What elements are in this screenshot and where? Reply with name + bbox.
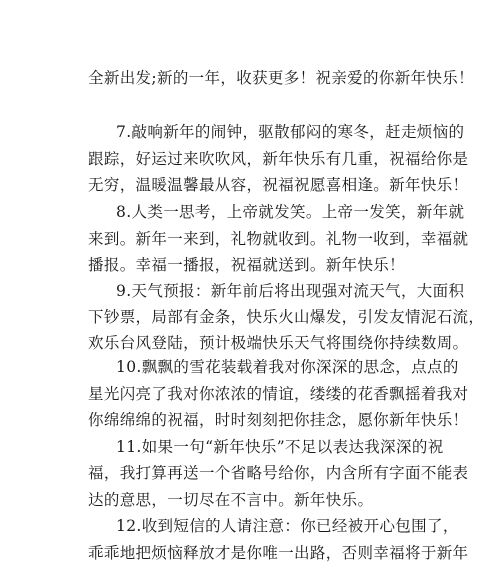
paragraph-12-line-1: 12.收到短信的人请注意：你已经被开心包围了， (116, 517, 459, 535)
paragraph-10-line-3: 你绵绵绵的祝福，时时刻刻把你挂念，愿你新年快乐！ (88, 411, 469, 429)
paragraph-11-line-1: 11.如果一句“新年快乐”不足以表达我深深的祝 (116, 438, 444, 456)
paragraph-10-line-1: 10.飘飘的雪花装载着我对你深深的思念，点点的 (116, 358, 459, 376)
paragraph-9-line-3: 欢乐台风登陆，预计极端快乐天气将围绕你持续数周。 (88, 334, 469, 352)
paragraph-7-line-3: 无穷，温暖温馨最从容，祝福祝愿喜相逢。新年快乐！ (88, 176, 469, 194)
paragraph-11-line-2: 福，我打算再送一个省略号给你，内含所有字面不能表 (88, 464, 469, 482)
paragraph-8-line-2: 来到。新年一来到，礼物就收到。礼物一收到，幸福就 (88, 230, 469, 248)
paragraph-8-line-1: 8.人类一思考，上帝就发笑。上帝一发笑，新年就 (116, 203, 465, 221)
text-line-1: 全新出发;新的一年，收获更多！祝亲爱的你新年快乐！ (88, 69, 474, 87)
paragraph-11-line-3: 达的意思，一切尽在不言中。新年快乐。 (88, 491, 374, 509)
paragraph-8-line-3: 播报。幸福一播报，祝福就送到。新年快乐！ (88, 256, 406, 274)
paragraph-12-line-2: 乖乖地把烦恼释放才是你唯一出路，否则幸福将于新年 (88, 544, 469, 562)
paragraph-9-line-1: 9.天气预报：新年前后将出现强对流天气，大面积 (116, 282, 465, 300)
paragraph-7-line-1: 7.敲响新年的闹钟，驱散郁闷的寒冬，赶走烦恼的 (116, 123, 465, 141)
paragraph-9-line-2: 下钞票，局部有金条，快乐火山爆发，引发友情泥石流， (88, 308, 485, 326)
paragraph-10-line-2: 星光闪亮了我对你浓浓的情谊，缕缕的花香飘摇着我对 (88, 385, 469, 403)
paragraph-7-line-2: 跟踪，好运过来吹吹风，新年快乐有几重，祝福给你是 (88, 150, 469, 168)
